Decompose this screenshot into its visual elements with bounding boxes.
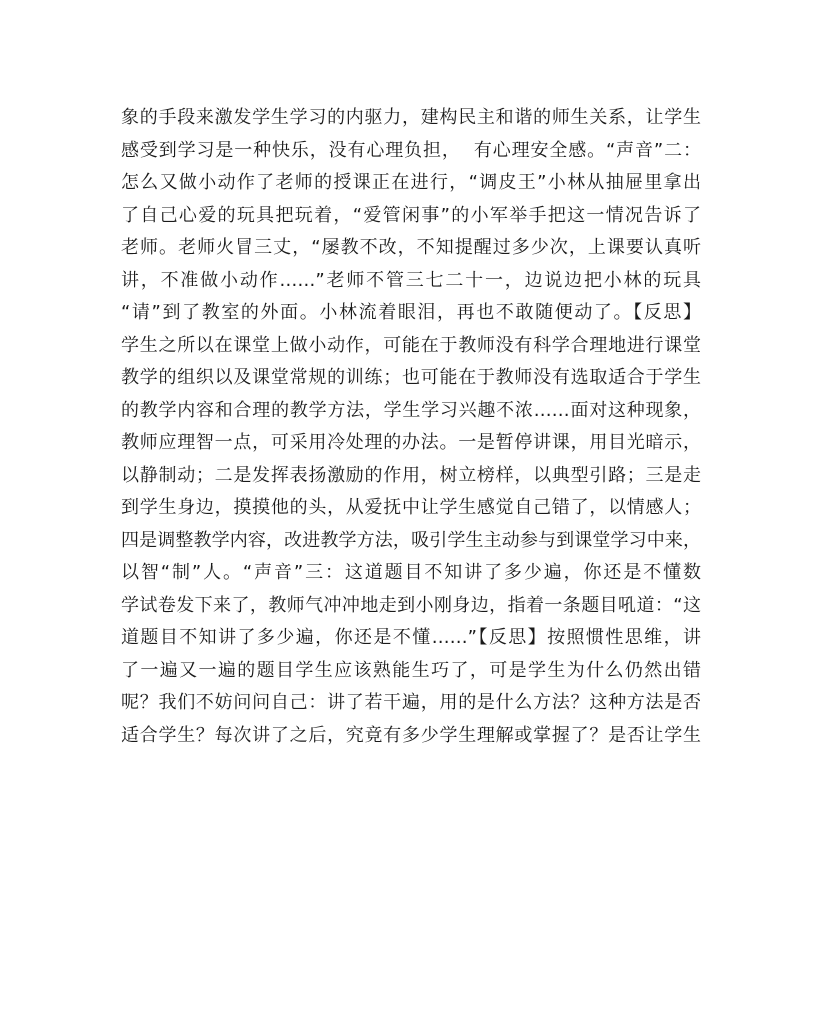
text-line: 了自己心爱的玩具把玩着，“爱管闲事”的小军举手把这一情况告诉了 <box>121 204 701 226</box>
text-line: 以静制动；二是发挥表扬激励的作用，树立榜样，以典型引路；三是走 <box>121 464 701 486</box>
text-line: 到学生身边，摸摸他的头，从爱抚中让学生感觉自己错了，以情感人； <box>121 497 701 518</box>
text-line: 老师。老师火冒三丈，“屡教不改，不知提醒过多少次，上课要认真听 <box>121 237 701 258</box>
text-line: 象的手段来激发学生学习的内驱力，建构民主和谐的师生关系，让学生 <box>121 107 701 128</box>
text-line: 道题目不知讲了多少遍，你还是不懂……”【反思】按照惯性思维，讲 <box>121 627 701 648</box>
text-line: 四是调整教学内容，改进教学方法，吸引学生主动参与到课堂学习中来， <box>121 529 701 551</box>
document-body <box>121 102 701 752</box>
text-line: 的教学内容和合理的教学方法，学生学习兴趣不浓……面对这种现象， <box>121 399 701 421</box>
text-line: 感受到学习是一种快乐，没有心理负担， 有心理安全感。“声音”二： <box>121 139 701 161</box>
text-line: 怎么又做小动作了老师的授课正在进行，“调皮王”小林从抽屉里拿出 <box>121 172 701 193</box>
text-line: 适合学生？每次讲了之后，究竟有多少学生理解或掌握了？是否让学生 <box>121 724 701 746</box>
text-line: 以智“制”人。“声音”三：这道题目不知讲了多少遍，你还是不懂数 <box>121 562 701 583</box>
text-line: 教师应理智一点，可采用冷处理的办法。一是暂停讲课，用目光暗示， <box>121 432 701 453</box>
text-line: “请”到了教室的外面。小林流着眼泪，再也不敢随便动了。【反思】 <box>121 302 701 323</box>
text-line: 教学的组织以及课堂常规的训练；也可能在于教师没有选取适合于学生 <box>121 367 701 388</box>
text-line: 学试卷发下来了，教师气冲冲地走到小刚身边，指着一条题目吼道：“这 <box>121 594 701 616</box>
text-line: 了一遍又一遍的题目学生应该熟能生巧了，可是学生为什么仍然出错 <box>121 659 701 681</box>
text-line: 呢？我们不妨问问自己：讲了若干遍，用的是什么方法？这种方法是否 <box>121 692 701 713</box>
text-line: 讲，不准做小动作……”老师不管三七二十一，边说边把小林的玩具 <box>121 269 701 291</box>
text-line: 学生之所以在课堂上做小动作，可能在于教师没有科学合理地进行课堂 <box>121 334 701 356</box>
